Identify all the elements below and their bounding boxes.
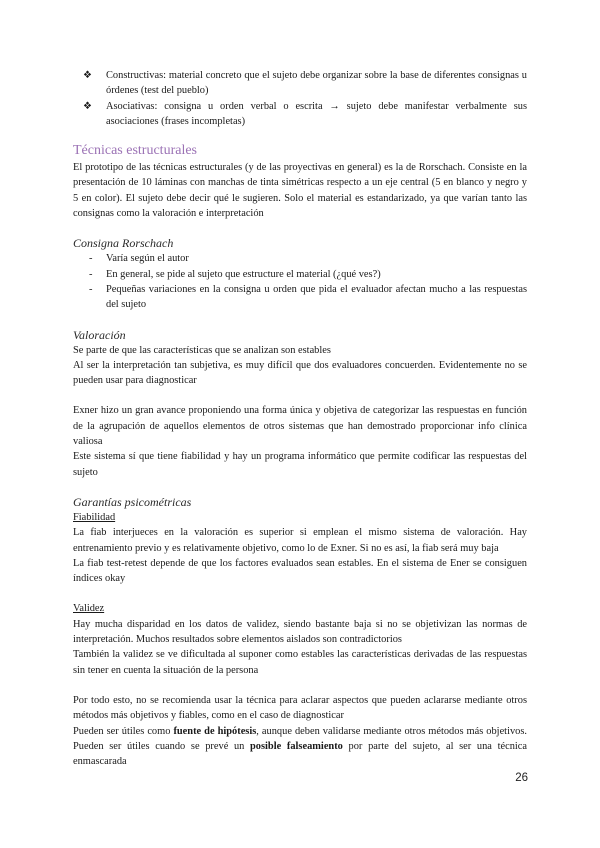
valoracion-paragraph: Exner hizo un gran avance proponiendo una forma única y objetiva de categorizar las respuestas en función de la agrupación de aquellos elementos de otros sistemas que han demostrado proporcionar info clínica valiosa xyxy=(73,405,527,448)
dash-bullet: - xyxy=(89,283,93,295)
valoracion-paragraph: Al ser la interpretación tan subjetiva, es muy difícil que dos evaluadores concuerden. Evidentemente no se pueden usar para diagnosticar xyxy=(73,359,527,387)
conclusion-text: Pueden ser útiles como xyxy=(73,725,174,737)
diamond-bullet-icon: ❖ xyxy=(83,100,92,112)
list-item xyxy=(73,251,527,266)
fiabilidad-paragraph: La fiab interjueces en la valoración es superior si emplean el mismo sistema de valoración. Hay entrenamiento previo y es relativamente objetivo, como lo de Exner. Si no es así, la fiab será muy baja xyxy=(73,527,527,554)
conclusion-text: , aunque deben validarse mediante otros métodos más objetivos. Pueden ser útiles cuando se prevé un xyxy=(73,725,527,752)
bold-term: fuente de hipótesis xyxy=(173,725,257,737)
validez-heading: Validez xyxy=(73,603,105,615)
list-item xyxy=(73,68,527,99)
list-item-text: Asociativas: consigna u orden verbal o escrita → sujeto debe manifestar verbalmente sus asociaciones (frases incompletas) xyxy=(106,100,527,127)
fiabilidad-heading: Fiabilidad xyxy=(73,511,116,523)
page-number: 26 xyxy=(515,772,528,784)
conclusion-paragraph: Por todo esto, no se recomienda usar la técnica para aclarar aspectos que pueden aclararse mediante otros métodos más objetivos y fiables, como en el caso de diagnosticar xyxy=(73,694,527,722)
fiabilidad-paragraph: La fiab test-retest depende de que los factores evaluados sean estables. En el sistema de Ener se consiguen índices okay xyxy=(73,557,527,585)
valoracion-paragraph: Este sistema sí que tiene fiabilidad y hay un programa informático que permite codificar las respuestas del sujeto xyxy=(73,451,527,478)
validez-paragraph: Hay mucha disparidad en los datos de validez, siendo bastante baja si no se objetivizan las normas de interpretación. Muchos resultados sobre elementos aislados son contradictorios xyxy=(73,618,527,646)
conclusion-text: por parte del sujeto, al ser una técnica enmascarada xyxy=(73,740,527,768)
bold-term: posible falseamiento xyxy=(250,740,343,752)
consigna-list xyxy=(73,251,527,312)
valoracion-paragraph: Se parte de que las características que se analizan son estables xyxy=(73,344,331,356)
projective-types-list xyxy=(73,68,527,129)
list-item xyxy=(73,99,527,130)
valoracion-heading: Valoración xyxy=(73,327,126,342)
section-title: Técnicas estructurales xyxy=(73,143,197,159)
diamond-bullet-icon: ❖ xyxy=(83,70,92,81)
list-item-text: En general, se pide al sujeto que estructure el material (¿qué ves?) xyxy=(106,268,381,280)
list-item-text: Varía según el autor xyxy=(106,253,189,265)
validez-paragraph: También la validez se ve dificultada al suponer como estables las características derivadas de las respuestas sin tener en cuenta la situación de la persona xyxy=(73,649,527,676)
document-page xyxy=(73,68,527,769)
dash-bullet: - xyxy=(89,268,93,280)
section-intro: El prototipo de las técnicas estructurales (y de las proyectivas en general) es la de Rorschach. Consiste en la presentación de 10 láminas con manchas de tinta simétricas respecto a un eje central (5 en blanco y negro y 5 en color). El sujeto debe decir qué le sugieren. Solo el material es estandarizado, ya que varían tanto las consignas como la valoración e interpretación xyxy=(73,162,527,220)
list-item-text: Constructivas: material concreto que el sujeto debe organizar sobre la base de diferentes consignas u órdenes (test del pueblo) xyxy=(106,70,527,97)
list-item-text: Pequeñas variaciones en la consigna u orden que pida el evaluador afectan mucho a las respuestas del sujeto xyxy=(106,283,527,311)
garantias-heading: Garantías psicométricas xyxy=(73,494,192,509)
list-item xyxy=(73,282,527,313)
conclusion-paragraph xyxy=(73,724,527,770)
list-item xyxy=(73,267,527,282)
dash-bullet: - xyxy=(89,253,93,265)
consigna-heading: Consigna Rorschach xyxy=(73,236,174,251)
